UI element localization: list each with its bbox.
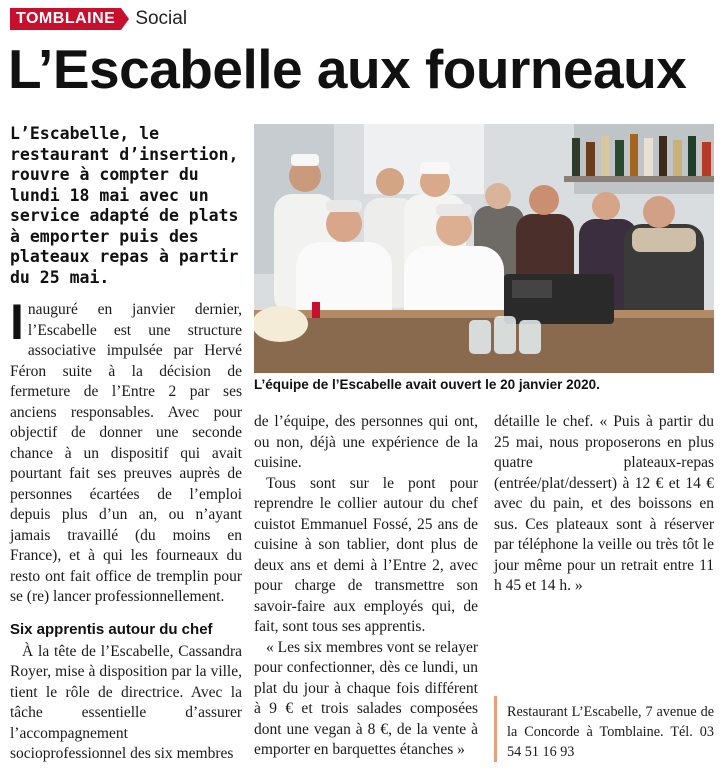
kicker (10, 8, 187, 30)
info-box (494, 696, 714, 762)
dropcap: I (10, 294, 24, 350)
body-paragraph-1-text: nauguré en janvier dernier, l’Escabelle est une structure associative impulsée par Hervé Féron suite à la décision de fermeture de l’Entre 2 par ses anciens responsables. Avec pour objectif de donner une seconde chance à un dispositif qui avait pourtant fait ses preuves auprès de personnes écartées de l’emploi depuis plus d’un an, ou n’ayant jamais travaillé (du moins en France), et à qui les fourneaux du resto ont fait office de tremplin pour se (re) lancer professionnellement. (10, 301, 242, 605)
glasses-icon (469, 316, 541, 354)
body-paragraph-2: de l’équipe, des personnes qui ont, ou non, déjà une expérience de la cuisine. Tous sont sur le pont pour reprendre le collier autour du chef cuistot Emmanuel Fossé, 25 ans de cuisine à son tablier, dont plus de deux ans et demi à l’Entre 2, avec pour charge de transmettre son savoir-faire aux employés qui, de fait, sont tous ses apprentis. « Les six membres vont se relayer pour confectionner, dès ce lundi, un plat du jour à chaque fois différent à 9 € et trois salades composées dont une vegan à 8 €, de la vente à emporter en barquettes étanches » (254, 413, 478, 758)
body-paragraph-4-end: détaille le chef. « Puis à partir du 25 mai, nous proposerons en plus quatre plateaux-repas (entrée/plat/dessert) à 12 € et 14 € avec du pain, et des boissons en sus. Ces plateaux sont à réserver par téléphone la veille ou très tôt le jour même pour un retrait entre 11 h 45 et 14 h. » (494, 413, 714, 594)
body-paragraph-1 (10, 294, 242, 608)
column-1 (10, 294, 242, 765)
kicker-arrow-icon (121, 8, 129, 30)
lede: L’Escabelle, le restaurant d’insertion, rouvre à compter du lundi 18 mai avec un service adapté de plats à emporter puis des plateaux repas à partir du 25 mai. (10, 124, 239, 287)
column-2 (254, 412, 478, 761)
photo-caption: L’équipe de l’Escabelle avait ouvert le 20 janvier 2020. (254, 377, 600, 392)
kicker-location: TOMBLAINE (10, 8, 121, 30)
body-paragraph-2-start: À la tête de l’Escabelle, Cassandra Royer, mise à disposition par la ville, tient le rôle de directrice. Avec la tâche essentielle d’assurer l’accompagnement socioprofessionnel des six membres (10, 642, 242, 762)
team-photo (254, 124, 714, 373)
headline: L’Escabelle aux fourneaux (8, 38, 687, 100)
kicker-section: Social (135, 8, 188, 29)
info-box-text: Restaurant L’Escabelle, 7 avenue de la Concorde à Tomblaine. Tél. 03 54 51 16 93 (507, 704, 714, 760)
column-3 (494, 412, 714, 597)
subheading: Six apprentis autour du chef (10, 620, 213, 638)
